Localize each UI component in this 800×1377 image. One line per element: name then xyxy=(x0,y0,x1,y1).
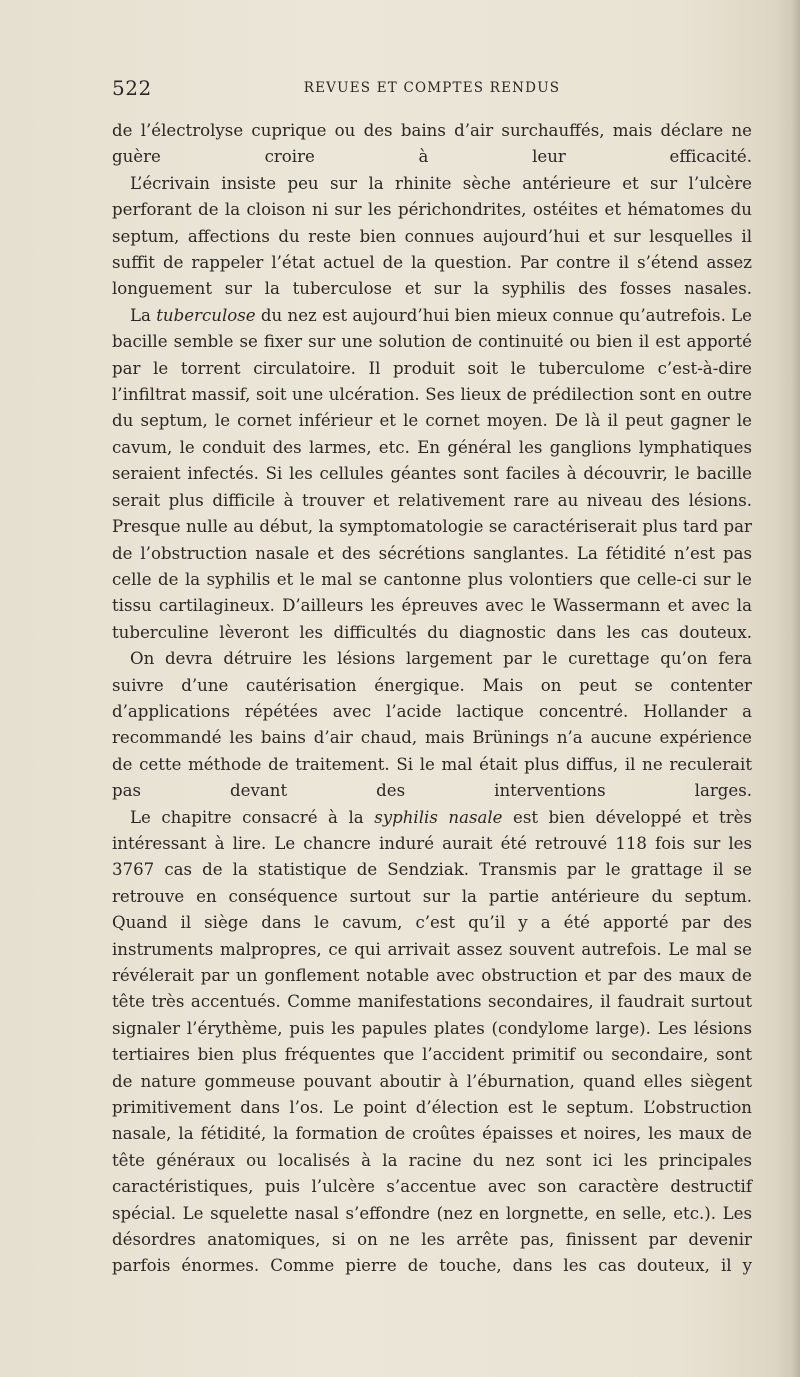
paragraph-3-emphasis: tuberculose xyxy=(156,305,256,325)
paragraph-4: On devra détruire les lésions largement par le curettage qu’on fera suivre d’une cautérisation énergique. Mais on peut se contenter d’applications répétées avec l’acide lactique concentré. Hollander a recommandé les bains d’air chaud, mais Brünings n’a aucune expérience de cette méthode de traitement. Si le mal était plus diffus, il ne reculerait pas devant des interventions larges. xyxy=(112,649,752,801)
page-header xyxy=(112,76,752,100)
page-edge-shadow xyxy=(790,0,800,1377)
paragraph-5-start: Le chapitre consacré à la xyxy=(130,807,375,827)
body-text xyxy=(112,118,752,1280)
paragraph-2: L’écrivain insiste peu sur la rhinite sèche antérieure et sur l’ulcère perforant de la cloison ni sur les périchondrites, ostéites et hématomes du septum, affections du reste bien connues aujourd’hui et sur lesquelles il suffit de rappeler l’état actuel de la question. Par contre il s’étend assez longuement sur la tuberculose et sur la syphilis des fosses nasales. xyxy=(112,173,752,299)
page-number: 522 xyxy=(112,76,152,100)
paragraph-1: de l’électrolyse cuprique ou des bains d’air surchauffés, mais déclare ne guère croire à leur efficacité. xyxy=(112,121,752,167)
paragraph-5-emphasis: syphilis nasale xyxy=(374,807,503,827)
running-title: REVUES ET COMPTES RENDUS xyxy=(303,80,561,96)
paragraph-3 xyxy=(112,303,752,646)
paragraph-5 xyxy=(112,805,752,1280)
paragraph-5-rest: est bien développé et très intéressant à lire. Le chancre induré aurait été retrouvé 118 fois sur les 3767 cas de la statistique de Sendziak. Transmis par le grattage il se retrouve en conséquence surtout sur la partie antérieure du septum. Quand il siège dans le cavum, c’est qu’il y a été apporté par des instruments malpropres, ce qui arrivait assez souvent autrefois. Le mal se révélerait par un gonflement notable avec obstruction et par des maux de tête très accentués. Comme manifestations secondaires, il faudrait surtout signaler l’érythème, puis les papules plates (condylome large). Les lésions tertiaires bien plus fréquentes que l’accident primitif ou secondaire, sont de nature gommeuse pouvant aboutir à l’éburnation, quand elles siègent primitivement dans l’os. Le point d’élection est le septum. L’obstruction nasale, la fétidité, la formation de croûtes épaisses et noires, les maux de tête généraux ou localisés à la racine du nez sont ici les principales caractéristiques, puis l’ulcère s’accentue avec son caractère destructif spécial. Le squelette nasal s’effondre (nez en lorgnette, en selle, etc.). Les désordres anatomiques, si on ne les arrête pas, finissent par devenir parfois énormes. Comme pierre de touche, dans les cas douteux, il y xyxy=(112,807,752,1276)
paragraph-3-start: La xyxy=(130,305,157,325)
paragraph-3-rest: du nez est aujourd’hui bien mieux connue qu’autrefois. Le bacille semble se fixer sur une solution de continuité ou bien il est apporté par le torrent circulatoire. Il produit soit le tuberculome c’est-à-dire l’infiltrat massif, soit une ulcération. Ses lieux de prédilection sont en outre du septum, le cornet inférieur et le cornet moyen. De là il peut gagner le cavum, le conduit des larmes, etc. En général les ganglions lymphatiques seraient infectés. Si les cellules géantes sont faciles à découvrir, le bacille serait plus difficile à trouver et relativement rare au niveau des lésions. Presque nulle au début, la symptomatologie se caractériserait plus tard par de l’obstruction nasale et des sécrétions sanglantes. La fétidité n’est pas celle de la syphilis et le mal se cantonne plus volontiers que celle-ci sur le tissu cartilagineux. D’ailleurs les épreuves avec le Wassermann et avec la tuberculine lèveront les difficultés du diagnostic dans les cas douteux. xyxy=(112,305,752,642)
